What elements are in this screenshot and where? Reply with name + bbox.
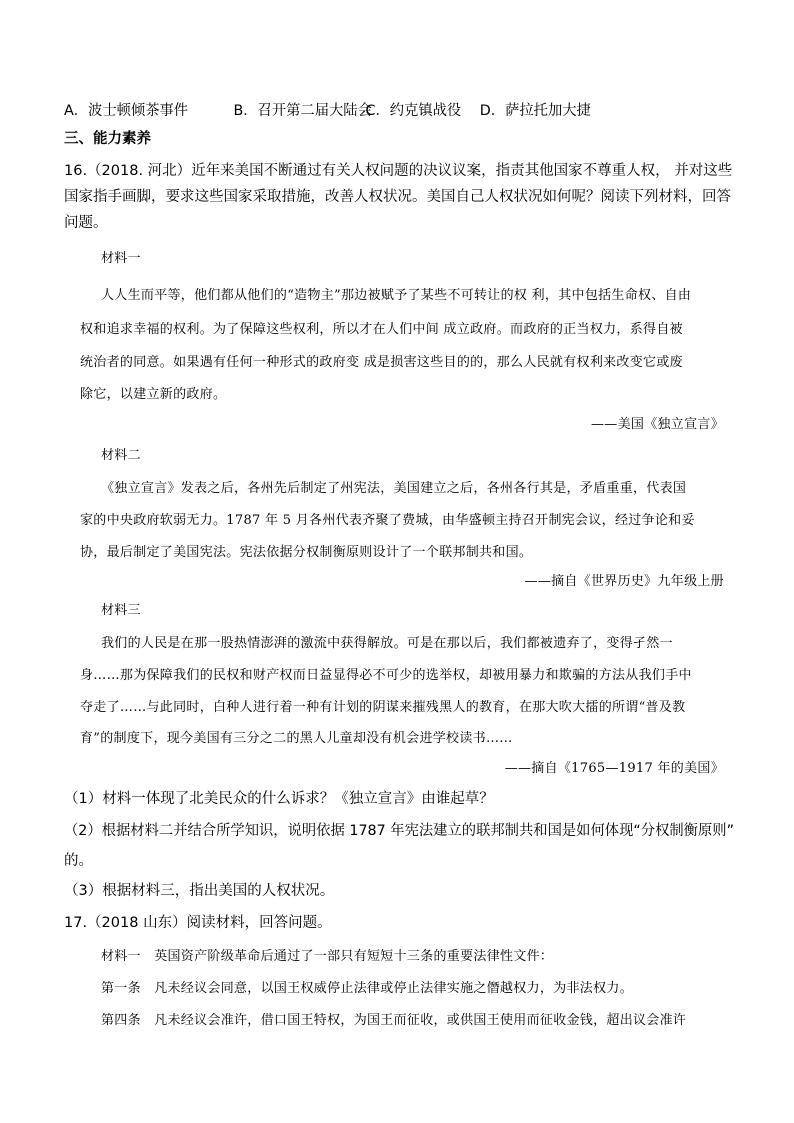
option-a[interactable]: A．波士顿倾茶事件	[64, 103, 189, 119]
q17-stem: 17.（2018 山东）阅读材料，回答问题。	[64, 915, 332, 931]
material-line: 身……那为保障我们的民权和财产权而日益显得必不可少的选举权，却被用暴力和欺骗的方法从我们手中	[80, 668, 692, 683]
material-source: ——摘自《1765—1917 年的美国》	[504, 761, 724, 776]
material-line: 人人生而平等，他们都从他们的“造物主”那边被赋予了某些不可转让的权 利，其中包括生命权、自由	[101, 288, 692, 303]
sub-question-2-cont: 的。	[64, 853, 93, 869]
material-title: 材料三	[101, 603, 141, 618]
material-line: 我们的人民是在那一股热情澎湃的激流中获得解放。可是在那以后，我们都被遗弃了，变得孑然一	[101, 636, 673, 651]
material-line: 统治者的同意。如果遇有任何一种形式的政府变 成是损害这些目的的，那么人民就有权利来改变它或废	[80, 355, 683, 370]
sub-question-3: （3）根据材料三，指出美国的人权状况。	[64, 883, 335, 899]
article-line: 第一条 凡未经议会同意，以国王权威停止法律或停止法律实施之僭越权力，为非法权力。	[101, 981, 634, 996]
material-line: 材料一 英国资产阶级革命后通过了一部只有短短十三条的重要法律性文件：	[101, 949, 554, 964]
q16-stem-line: 问题。	[64, 215, 108, 231]
material-line: 夺走了……与此同时，白种人进行着一种有计划的阴谋来摧残黑人的教育，在那大吹大擂的所谓“普及教	[80, 700, 686, 715]
article-line: 第四条 凡未经议会准许，借口国王特权，为国王而征收，或供国王使用而征收金钱，超出议会准许	[101, 1013, 687, 1028]
option-d[interactable]: D．萨拉托加大捷	[479, 103, 591, 119]
material-line: 《独立宣言》发表之后，各州先后制定了州宪法，美国建立之后，各州各行其是，矛盾重重，代表国	[101, 481, 687, 496]
section-title: 三、能力素养	[64, 131, 151, 147]
material-source: ——摘自《世界历史》九年级上册	[524, 574, 724, 589]
q16-stem-line: 国家指手画脚，要求这些国家采取措施，改善人权状况。美国自己人权状况如何呢？阅读下列材料，回答	[64, 189, 731, 205]
sub-question-2: （2）根据材料二并结合所学知识，说明依据 1787 年宪法建立的联邦制共和国是如何体现“分权制衡原则”	[64, 823, 734, 839]
option-c[interactable]: C．约克镇战役	[365, 103, 462, 119]
material-source: ——美国《独立宣言》	[591, 417, 724, 432]
option-b[interactable]: B．召开第二届大陆会	[233, 103, 372, 119]
material-line: 家的中央政府软弱无力。1787 年 5 月各州代表齐聚了费城，由华盛顿主持召开制宪会议，经过争论和妥	[80, 513, 695, 528]
material-line: 协，最后制定了美国宪法。宪法依据分权制衡原则设计了一个联邦制共和国。	[80, 545, 533, 560]
material-line: 育”的制度下，现今美国有三分之二的黑人儿童却没有机会进学校读书……	[80, 731, 513, 746]
sub-question-1: （1）材料一体现了北美民众的什么诉求？《独立宣言》由谁起草？	[64, 791, 494, 807]
material-line: 权和追求幸福的权利。为了保障这些权利，所以才在人们中间 成立政府。而政府的正当权力，系得自被	[80, 322, 683, 337]
q16-stem-line: 16.（2018. 河北）近年来美国不断通过有关人权问题的决议议案，指责其他国家不尊重人权， 并对这些	[64, 163, 733, 179]
material-title: 材料一	[101, 251, 141, 266]
material-line: 除它，以建立新的政府。	[80, 387, 227, 402]
material-title: 材料二	[101, 448, 141, 463]
